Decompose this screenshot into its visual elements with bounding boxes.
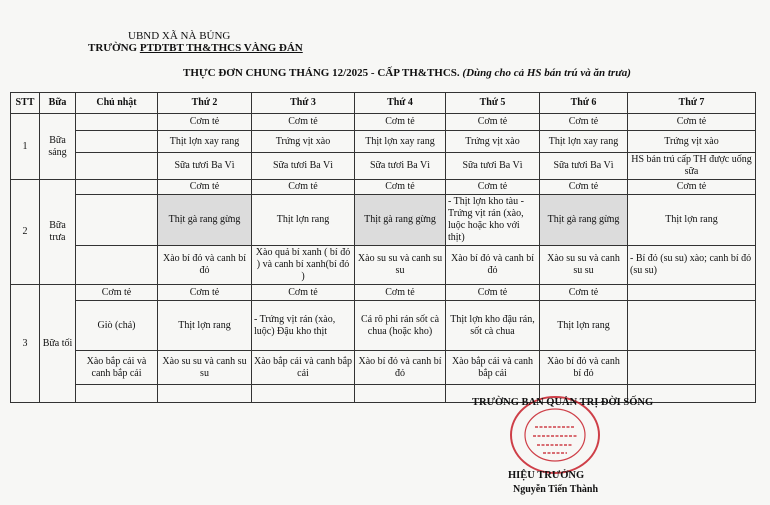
school-prefix: TRƯỜNG [88, 42, 140, 54]
menu-cell: Cơm tẻ [252, 285, 355, 301]
menu-cell: Xào bắp cải và canh bắp cải [446, 351, 540, 385]
meal-name-cell: Bữa tối [40, 285, 76, 403]
menu-cell: Cơm tẻ [252, 180, 355, 195]
menu-cell [628, 301, 756, 351]
menu-cell [628, 285, 756, 301]
menu-cell: - Trứng vịt rán (xào, luộc) Đậu kho thịt [252, 301, 355, 351]
menu-cell: Thịt lợn rang [628, 195, 756, 246]
menu-cell [76, 153, 158, 180]
meal-name-cell: Bữa trưa [40, 180, 76, 285]
table-row [11, 246, 756, 285]
management-board-title: TRƯỜNG BAN QUẢN TRỊ ĐỜI SỐNG [472, 397, 654, 408]
menu-cell: Cơm tẻ [252, 114, 355, 131]
col-header: Thứ 2 [158, 93, 252, 114]
title-main: THỰC ĐƠN CHUNG THÁNG 12/2025 - CẤP TH&THCS. [183, 67, 460, 79]
menu-cell: Cơm tẻ [540, 114, 628, 131]
col-header: STT [11, 93, 40, 114]
menu-cell [355, 385, 446, 403]
menu-cell: Xào quả bí xanh ( bí đỏ ) và canh bí xanh(bí đỏ ) [252, 246, 355, 285]
menu-cell: Cơm tẻ [158, 180, 252, 195]
page-title [183, 67, 631, 79]
menu-cell: Sữa tươi Ba Vì [355, 153, 446, 180]
col-header: Thứ 6 [540, 93, 628, 114]
menu-cell: Cơm tẻ [76, 285, 158, 301]
menu-cell: HS bán trú cấp TH được uống sữa [628, 153, 756, 180]
table-header-row [11, 93, 756, 114]
menu-cell: Xào su su và canh su su [158, 351, 252, 385]
menu-cell [76, 385, 158, 403]
menu-cell: Cơm tẻ [540, 285, 628, 301]
menu-cell [76, 195, 158, 246]
table-row [11, 153, 756, 180]
menu-cell: Cơm tẻ [628, 180, 756, 195]
stt-cell: 2 [11, 180, 40, 285]
stamp-ring [511, 397, 599, 473]
menu-cell: Cơm tẻ [355, 180, 446, 195]
menu-cell: Thịt lợn xay rang [355, 131, 446, 153]
menu-cell [628, 351, 756, 385]
menu-cell: - Thịt lợn kho tàu - Trứng vịt rán (xào, luộc hoặc kho với thịt) [446, 195, 540, 246]
col-header: Thứ 7 [628, 93, 756, 114]
menu-cell: Thịt lợn rang [158, 301, 252, 351]
menu-cell: Xào bí đỏ và canh bí đỏ [355, 351, 446, 385]
menu-cell: Xào su su và canh su su [355, 246, 446, 285]
menu-cell: Cơm tẻ [628, 114, 756, 131]
col-header: Thứ 5 [446, 93, 540, 114]
menu-cell: Thịt lợn rang [540, 301, 628, 351]
menu-cell: Thịt lợn rang [252, 195, 355, 246]
menu-table [10, 92, 756, 403]
menu-cell: Xào bí đỏ và canh bí đỏ [446, 246, 540, 285]
col-header: Bữa [40, 93, 76, 114]
menu-cell [76, 114, 158, 131]
menu-cell [76, 180, 158, 195]
menu-cell: Cơm tẻ [446, 114, 540, 131]
menu-cell: Xào bí đỏ và canh bí đỏ [158, 246, 252, 285]
menu-cell [76, 246, 158, 285]
menu-cell: Cơm tẻ [355, 285, 446, 301]
menu-cell [252, 385, 355, 403]
menu-cell: Xào bắp cải và canh bắp cải [76, 351, 158, 385]
menu-cell: Trứng vịt xào [628, 131, 756, 153]
menu-cell: Xào bắp cải và canh bắp cải [252, 351, 355, 385]
menu-cell: Cơm tẻ [355, 114, 446, 131]
title-note: (Dùng cho cả HS bán trú và ăn trưa) [459, 67, 631, 79]
authority-name: UBND XÃ NÀ BỦNG [128, 30, 231, 42]
table-row [11, 180, 756, 195]
menu-cell: Thịt gà rang gừng [158, 195, 252, 246]
menu-cell: Cơm tẻ [446, 180, 540, 195]
meal-name-cell: Bữa sáng [40, 114, 76, 180]
menu-cell: Giò (chả) [76, 301, 158, 351]
menu-cell: Cơm tẻ [446, 285, 540, 301]
menu-cell: Xào bí đỏ và canh bí đỏ [540, 351, 628, 385]
table-row [11, 131, 756, 153]
table-row [11, 351, 756, 385]
menu-cell: Xào su su và canh su su [540, 246, 628, 285]
menu-cell [158, 385, 252, 403]
menu-cell: Cơm tẻ [158, 285, 252, 301]
menu-cell: Cơm tẻ [540, 180, 628, 195]
principal-name: Nguyễn Tiến Thành [513, 484, 599, 495]
school-name [88, 42, 303, 54]
menu-cell: Thịt gà rang gừng [540, 195, 628, 246]
school-name-underlined: PTDTBT TH&THCS VÀNG ĐÁN [139, 42, 303, 54]
table-row [11, 285, 756, 301]
stt-cell: 3 [11, 285, 40, 403]
principal-title: HIỆU TRƯỞNG [508, 470, 585, 481]
menu-cell: Trứng vịt xào [446, 131, 540, 153]
menu-cell [76, 131, 158, 153]
menu-cell: Sữa tươi Ba Vì [540, 153, 628, 180]
table-row [11, 114, 756, 131]
table-row [11, 301, 756, 351]
menu-cell: Cơm tẻ [158, 114, 252, 131]
table-row [11, 195, 756, 246]
stt-cell: 1 [11, 114, 40, 180]
menu-cell: Trứng vịt xào [252, 131, 355, 153]
menu-cell: Sữa tươi Ba Vì [252, 153, 355, 180]
menu-cell: Cá rô phi rán sốt cà chua (hoặc kho) [355, 301, 446, 351]
menu-cell: Thịt lợn xay rang [540, 131, 628, 153]
col-header: Thứ 4 [355, 93, 446, 114]
menu-cell: - Bí đỏ (su su) xào; canh bí đỏ (su su) [628, 246, 756, 285]
menu-cell: Sữa tươi Ba Vì [446, 153, 540, 180]
menu-cell: Thịt lợn kho đậu rán, sốt cà chua [446, 301, 540, 351]
col-header: Thứ 3 [252, 93, 355, 114]
menu-cell: Thịt lợn xay rang [158, 131, 252, 153]
col-header: Chủ nhật [76, 93, 158, 114]
menu-cell: Sữa tươi Ba Vì [158, 153, 252, 180]
menu-cell: Thịt gà rang gừng [355, 195, 446, 246]
